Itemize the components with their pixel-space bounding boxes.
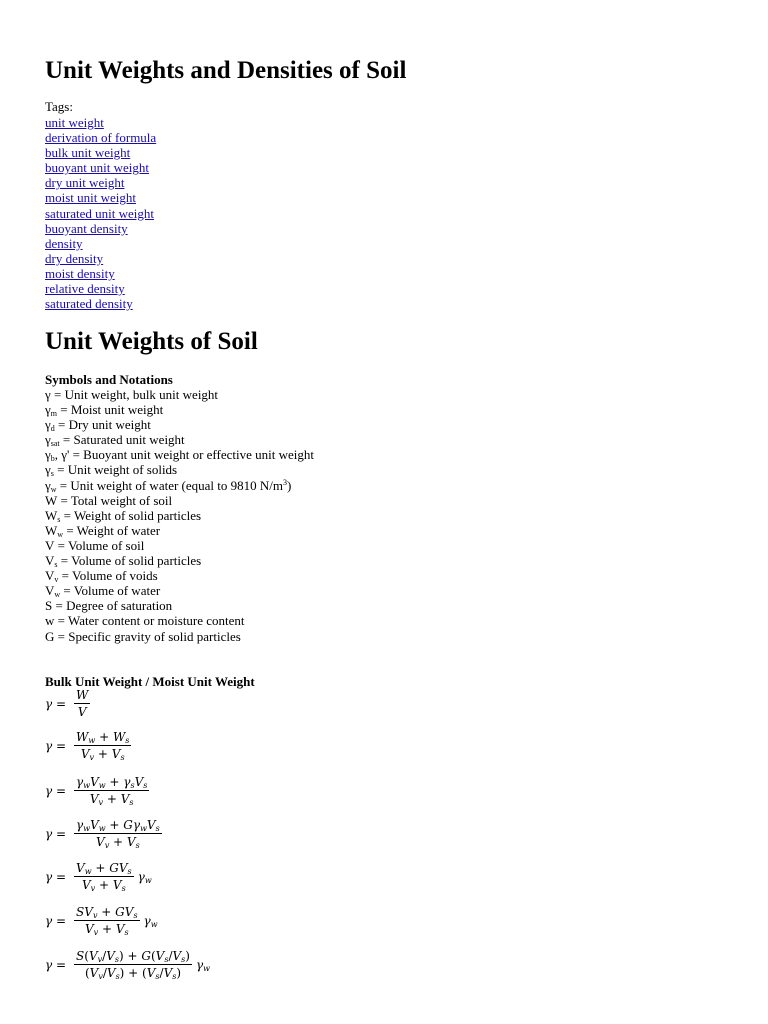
symbol-row [45,478,314,493]
symbol: w [45,613,55,629]
tag-item [45,175,156,190]
symbol: $W_s$ [45,507,61,524]
formula-1 [45,688,92,719]
multiplier: $\gamma_w$ [143,913,158,929]
symbol-row [45,629,314,644]
tag-item [45,236,156,251]
tag-item [45,190,156,205]
numerator: $W_w + W_s$ [76,730,130,745]
symbol-description: = Moist unit weight [56,402,164,418]
tag-link-buoyant-unit-weight[interactable]: buoyant unit weight [45,160,149,176]
symbol-row [45,538,314,553]
tags-label: Tags: [45,99,73,114]
tag-link-dry-unit-weight[interactable]: dry unit weight [45,175,125,191]
fraction [74,775,149,806]
formula-lhs: γ = [45,913,67,928]
symbol: $\gamma_m$ [45,402,57,419]
tag-item [45,115,156,130]
tag-item [45,221,156,236]
formula-2 [45,730,133,761]
multiplier: $\gamma_w$ [137,869,152,885]
tag-item [45,130,156,145]
fraction [74,949,192,980]
formula-7 [45,949,210,980]
symbol: $W_w$ [45,522,64,539]
page-title: Unit Weights and Densities of Soil [45,57,407,84]
symbols-list [45,387,314,644]
denominator: $V_v + V_s$ [89,792,134,807]
numerator: $\gamma_wV_w + G\gamma_wV_s$ [76,818,160,833]
symbol-row [45,583,314,598]
symbol-description: = Total weight of soil [57,492,173,508]
symbol: V [45,537,55,553]
symbol: $\gamma_b$ [45,447,55,464]
tag-item [45,145,156,160]
symbol: G [45,628,55,644]
fraction [74,730,131,761]
symbol-row [45,523,314,538]
denominator: $V_v + V_s$ [82,878,126,893]
formula-lhs: γ = [45,696,67,711]
numerator: $V_w + GV_s$ [76,861,132,876]
tag-link-unit-weight[interactable]: unit weight [45,115,104,130]
symbol-description: = Unit weight of solids [53,462,178,478]
symbol-row [45,387,314,402]
tag-link-saturated-unit-weight[interactable]: saturated unit weight [45,205,155,221]
fraction [74,861,134,892]
symbol-description: = Specific gravity of solid particles [54,628,241,644]
symbol-row [45,598,314,613]
symbol-description: = Water content or moisture content [54,613,245,629]
symbol-row [45,447,314,462]
symbols-heading: Symbols and Notations [45,372,173,387]
tag-item [45,266,156,281]
multiplier: $\gamma_w$ [195,957,210,973]
symbol-description: = Saturated unit weight [59,432,185,448]
section-heading: Unit Weights of Soil [45,328,258,355]
symbol: $V_w$ [45,583,61,600]
tag-item [45,206,156,221]
symbol-description: = Volume of water [60,583,161,599]
denominator: $V_v + V_s$ [84,922,129,937]
fraction [74,818,162,849]
symbol: $\gamma_{sat}$ [45,432,60,449]
tag-item [45,160,156,175]
symbol-row [45,417,314,432]
symbol-description: = Volume of solid particles [57,553,202,569]
fraction [74,905,140,936]
symbol-description: = Unit weight, bulk unit weight [50,387,219,402]
symbol-description: = Weight of solid particles [60,507,202,523]
bulk-unit-weight-heading: Bulk Unit Weight / Moist Unit Weight [45,674,255,689]
denominator: $V_v + V_s$ [96,835,140,850]
symbol-description: = Weight of water [63,522,161,538]
numerator: $SV_v + GV_s$ [76,905,138,920]
symbol: $V_v$ [45,568,59,585]
symbol-description: = Volume of soil [54,537,145,553]
symbol-row [45,493,314,508]
fraction [74,688,90,719]
symbol-row [45,613,314,628]
symbol-description: = Dry unit weight [54,417,151,433]
symbol: $\gamma_d$ [45,417,55,434]
symbol: $\gamma_s$ [45,462,54,479]
symbol-row [45,402,314,417]
formula-lhs: γ = [45,826,67,841]
formula-lhs: γ = [45,738,67,753]
numerator: W [76,688,89,702]
symbol: $V_s$ [45,553,58,570]
formula-lhs: γ = [45,957,67,972]
formula-lhs: γ = [45,869,67,884]
denominator: $(V_v/V_s) + (V_s/V_s)$ [84,966,182,981]
symbol-description: = Unit weight of water (equal to 9810 $N/m^3$) [56,477,292,493]
symbol-description: = Degree of saturation [52,598,173,614]
symbol: γ [45,387,51,402]
symbol: W [45,492,58,508]
tag-link-bulk-unit-weight[interactable]: bulk unit weight [45,145,131,161]
tag-link-moist-density[interactable]: moist density [45,265,115,281]
formula-5 [45,861,152,892]
tag-item [45,281,156,296]
symbol-row [45,568,314,583]
denominator: V [77,705,87,719]
symbol-description: , γ' = Buoyant unit weight or effective unit weight [54,447,314,463]
tag-link-moist-unit-weight[interactable]: moist unit weight [45,190,136,206]
tag-item [45,251,156,266]
symbol-row [45,553,314,568]
tag-link-saturated-density[interactable]: saturated density [45,296,133,312]
tag-link-buoyant-density[interactable]: buoyant density [45,220,128,236]
symbol-row [45,462,314,477]
tag-list [45,115,156,311]
tag-item [45,296,156,311]
formula-6 [45,905,158,936]
numerator: $\gamma_wV_w + \gamma_sV_s$ [76,775,148,790]
symbol-row [45,508,314,523]
symbol: S [45,598,53,614]
symbol-row [45,432,314,447]
tag-link-dry-density[interactable]: dry density [45,250,104,266]
formula-3 [45,775,151,806]
tag-link-derivation-of-formula[interactable]: derivation of formula [45,130,157,146]
formula-4 [45,818,164,849]
denominator: $V_v + V_s$ [80,747,125,762]
tag-link-relative-density[interactable]: relative density [45,281,125,297]
numerator: $S(V_v/V_s) + G(V_s/V_s)$ [76,949,190,964]
symbol: $\gamma_w$ [45,477,57,494]
formula-lhs: γ = [45,783,67,798]
tag-link-density[interactable]: density [45,235,83,251]
symbol-description: = Volume of voids [58,568,158,584]
